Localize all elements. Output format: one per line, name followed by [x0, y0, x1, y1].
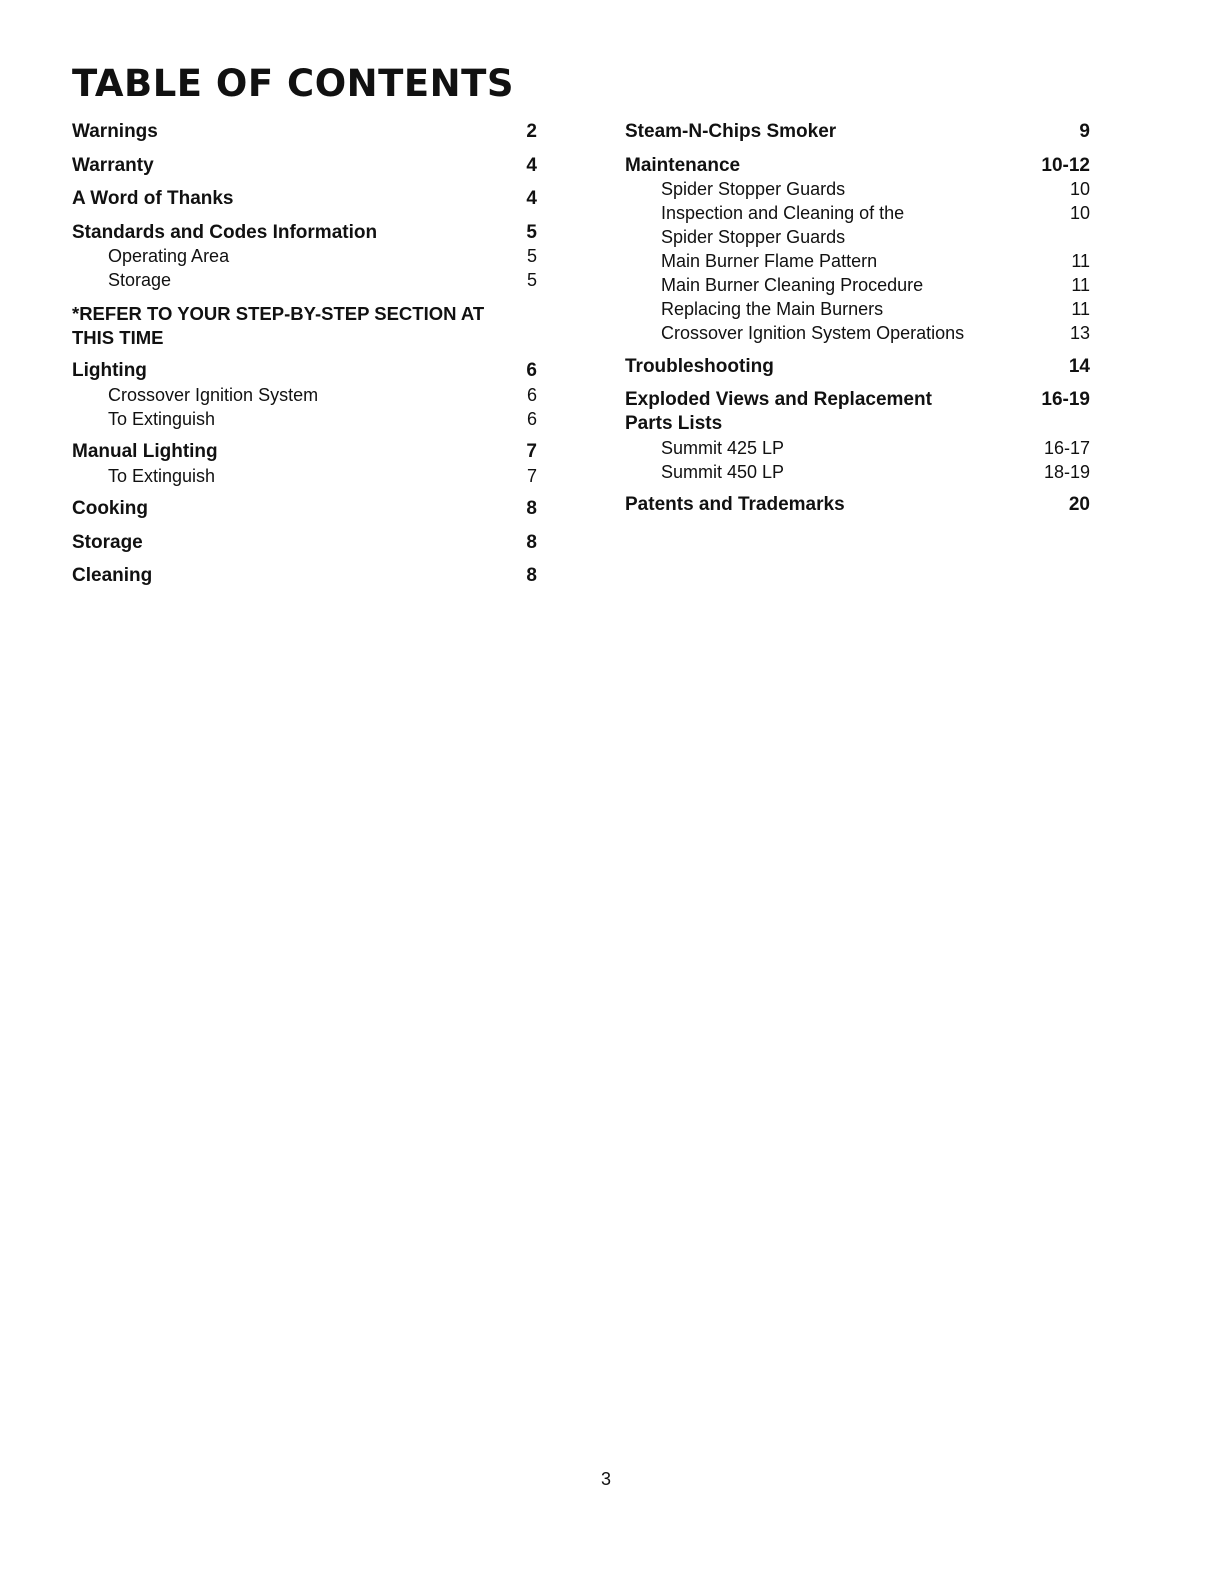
toc-entry-title: To Extinguish — [108, 465, 216, 486]
toc-entry-title: Storage — [108, 270, 172, 290]
toc-entry-patents-and-trademarks — [625, 493, 1090, 517]
toc-subentry-operating-area — [72, 244, 537, 268]
toc-entry-title: Exploded Views and Replacement Parts Lists — [625, 389, 932, 434]
toc-entry-title: Operating Area — [108, 246, 230, 266]
toc-page-number: 6 — [526, 384, 537, 405]
toc-page-number: 6 — [526, 408, 537, 429]
toc-entry-title: A Word of Thanks — [72, 188, 234, 209]
toc-subentry-group — [72, 383, 537, 431]
toc-entry-title: Cleaning — [72, 565, 153, 586]
toc-entry-standards-and-codes-information — [72, 221, 537, 245]
toc-page-number: 16-17 — [1043, 437, 1090, 458]
toc-subentry-spider-stopper-guards — [625, 177, 1090, 201]
toc-entry-title: Lighting — [72, 360, 147, 381]
toc-entry-cooking — [72, 497, 537, 521]
toc-entry-title: Maintenance — [625, 154, 741, 176]
toc-entry-title: Steam-N-Chips Smoker — [625, 121, 837, 142]
toc-page-number: 4 — [526, 154, 537, 176]
toc-subentry-group — [72, 244, 537, 292]
toc-subentry-main-burner-cleaning-procedure — [625, 273, 1090, 297]
toc-page-number: 20 — [1068, 494, 1090, 515]
toc-note: *REFER TO YOUR STEP-BY-STEP SECTION AT THIS TIME — [72, 302, 485, 348]
toc-subentry-to-extinguish — [72, 464, 537, 488]
toc-entry-title: Summit 425 LP — [661, 437, 785, 458]
toc-page-number: 2 — [526, 121, 537, 142]
toc-entry-manual-lighting — [72, 440, 537, 464]
toc-entry-title: Warranty — [72, 154, 154, 176]
toc-entry-title: Warnings — [72, 121, 158, 142]
toc-subentry-group — [625, 436, 1090, 484]
toc-entry-title: Main Burner Flame Pattern — [661, 251, 878, 271]
toc-page-number: 11 — [1071, 299, 1090, 319]
toc-entry-storage — [72, 531, 537, 555]
toc-page-number: 16-19 — [1041, 389, 1090, 410]
toc-subentry-summit-450-lp — [625, 460, 1090, 484]
toc-subentry-crossover-ignition-system — [72, 383, 537, 407]
toc-page-number: 10-12 — [1041, 154, 1090, 176]
toc-entry-title: Crossover Ignition System Operations — [661, 323, 965, 343]
toc-subentry-to-extinguish — [72, 407, 537, 431]
toc-entry-warnings — [72, 120, 537, 144]
toc-entry-exploded-views-and-replacement-parts-lists — [625, 388, 1090, 436]
toc-page-number: 14 — [1068, 355, 1090, 377]
toc-right-column — [625, 120, 1090, 527]
toc-page-number: 13 — [1069, 323, 1090, 343]
toc-entry-title: Spider Stopper Guards — [661, 179, 846, 199]
toc-entry-cleaning — [72, 564, 537, 588]
toc-page-number: 11 — [1071, 251, 1090, 271]
toc-subentry-summit-425-lp — [625, 436, 1090, 460]
toc-left-column — [72, 120, 537, 598]
toc-subentry-main-burner-flame-pattern — [625, 249, 1090, 273]
toc-entry-title: Standards and Codes Information — [72, 221, 378, 243]
toc-page-number: 8 — [526, 565, 537, 586]
toc-entry-title: Inspection and Cleaning of the Spider Stopper Guards — [661, 203, 905, 247]
toc-page-number: 8 — [526, 498, 537, 519]
toc-subentry-group — [625, 177, 1090, 345]
page-number: 3 — [600, 1469, 611, 1489]
toc-entry-maintenance — [625, 154, 1090, 178]
toc-entry-title: Troubleshooting — [625, 355, 774, 377]
toc-subentry-inspection-and-cleaning-of-the-spider-stopper-guards — [625, 201, 1090, 249]
toc-page-number: 18-19 — [1043, 461, 1090, 482]
toc-page-number: 10 — [1069, 203, 1090, 223]
toc-entry-title: To Extinguish — [108, 408, 216, 429]
toc-page-number: 5 — [526, 246, 537, 266]
toc-page-number: 7 — [526, 465, 537, 486]
toc-page-number: 5 — [526, 221, 537, 243]
toc-subentry-storage — [72, 268, 537, 292]
toc-page-number: 9 — [1079, 121, 1090, 142]
toc-page-number: 11 — [1071, 275, 1090, 295]
toc-page-number: 6 — [526, 360, 537, 381]
toc-page-number: 5 — [526, 270, 537, 290]
toc-entry-title: Main Burner Cleaning Procedure — [661, 275, 924, 295]
toc-entry-steam-n-chips-smoker — [625, 120, 1090, 144]
toc-entry-title: Replacing the Main Burners — [661, 299, 884, 319]
toc-entry-lighting — [72, 359, 537, 383]
toc-entry-title: Summit 450 LP — [661, 461, 785, 482]
toc-page-number: 4 — [526, 188, 537, 209]
toc-page-number: 10 — [1069, 179, 1090, 199]
toc-entry-warranty — [72, 154, 537, 178]
toc-entry-troubleshooting — [625, 355, 1090, 379]
toc-page-number: 7 — [526, 441, 537, 462]
toc-entry-a-word-of-thanks — [72, 187, 537, 211]
toc-entry-title: Patents and Trademarks — [625, 494, 845, 515]
page-title: TABLE OF CONTENTS — [72, 62, 514, 105]
toc-page-number: 8 — [526, 531, 537, 553]
toc-entry-title: Manual Lighting — [72, 441, 218, 462]
toc-subentry-group — [72, 464, 537, 488]
toc-subentry-crossover-ignition-system-operations — [625, 321, 1090, 345]
toc-entry-title: Storage — [72, 531, 143, 553]
toc-subentry-replacing-the-main-burners — [625, 297, 1090, 321]
toc-entry-title: Cooking — [72, 498, 148, 519]
toc-entry-title: Crossover Ignition System — [108, 384, 319, 405]
